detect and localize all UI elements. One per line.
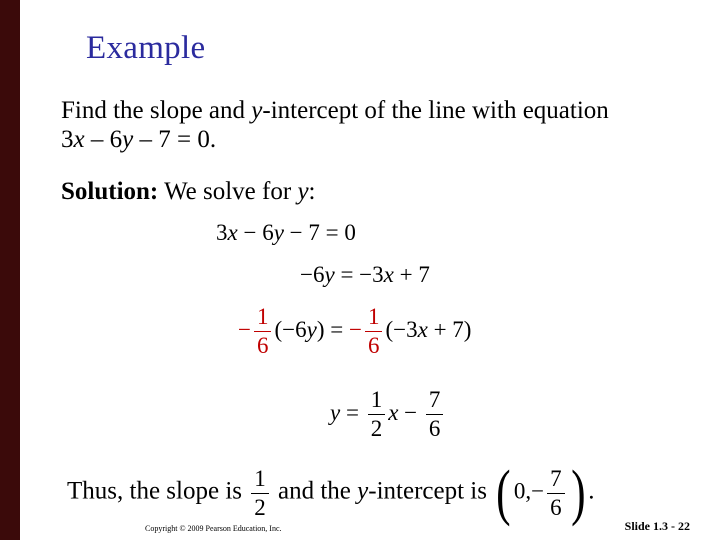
eq-var-y: y: [330, 399, 341, 425]
eq-part: = −3: [334, 262, 384, 287]
solution-intro: [61, 178, 316, 206]
conclusion-var-y: y: [357, 477, 369, 505]
eq-var-x: x: [388, 399, 399, 425]
negative-sign: −: [238, 316, 251, 342]
solution-text: We solve for: [158, 178, 298, 205]
negative-sign: −: [531, 478, 545, 504]
eq-part: − 7 = 0: [283, 220, 356, 245]
sidebar-bar: [0, 0, 20, 540]
eq-part: =: [340, 399, 365, 425]
fraction-one-sixth: [254, 303, 272, 360]
fraction-denominator: 6: [367, 333, 380, 358]
conclusion-text: Thus, the slope is: [67, 477, 249, 505]
point-x: 0,: [513, 478, 532, 504]
solution-colon: :: [308, 178, 316, 205]
eq-part: – 6: [84, 126, 123, 153]
eq-var-y: y: [273, 220, 284, 245]
equation-step-3: [238, 303, 471, 360]
eq-part: 3: [216, 220, 228, 245]
problem-text: Find the slope and: [61, 97, 252, 124]
conclusion-text: -intercept is: [368, 477, 494, 505]
eq-part: ) =: [316, 316, 349, 342]
eq-var-x: x: [73, 126, 85, 153]
solution-label: Solution:: [61, 178, 159, 205]
eq-part: (−6: [274, 316, 307, 342]
eq-var-y: y: [306, 316, 317, 342]
equation-step-4: [330, 386, 446, 443]
slide-number: Slide 1.3 - 22: [624, 519, 690, 533]
fraction-numerator: 7: [426, 386, 444, 415]
eq-var-x: x: [417, 316, 428, 342]
eq-var-y: y: [122, 126, 134, 153]
eq-part: 3: [61, 126, 74, 153]
eq-part: + 7: [393, 262, 430, 287]
fraction-denominator: 2: [370, 416, 383, 441]
eq-var-x: x: [227, 220, 238, 245]
fraction-numerator: 1: [368, 386, 386, 415]
problem-line-2: [61, 125, 701, 154]
eq-part: −: [398, 399, 423, 425]
fraction-seven-sixths: [426, 386, 444, 443]
fraction-denominator: 6: [256, 333, 269, 358]
intercept-fraction: [547, 465, 565, 522]
conclusion-line: [67, 459, 595, 527]
copyright-notice: Copyright © 2009 Pearson Education, Inc.: [145, 524, 282, 533]
problem-statement: [61, 96, 701, 154]
eq-part: (−3: [385, 316, 418, 342]
eq-var-y: y: [324, 262, 335, 287]
solution-var: y: [297, 178, 309, 205]
fraction-numerator: 1: [254, 303, 272, 332]
conclusion-text: and the: [271, 477, 358, 505]
fraction-denominator: 2: [254, 494, 266, 520]
eq-part: – 7 = 0.: [133, 126, 217, 153]
problem-line-1: [61, 96, 701, 125]
close-paren: ): [570, 459, 586, 527]
eq-var-x: x: [383, 262, 394, 287]
problem-var-y: y: [251, 97, 263, 124]
negative-sign: −: [348, 316, 362, 342]
fraction-one-sixth: [365, 303, 383, 360]
fraction-denominator: 6: [550, 494, 562, 520]
equation-step-1: [216, 220, 356, 246]
slide-title: Example: [86, 30, 206, 66]
open-paren: (: [496, 459, 511, 527]
problem-text: -intercept of the line with equation: [262, 97, 609, 124]
period: .: [588, 477, 595, 505]
eq-part: − 6: [237, 220, 274, 245]
equation-step-2: [300, 262, 430, 288]
fraction-numerator: 7: [547, 465, 565, 494]
slope-fraction: [251, 465, 269, 522]
eq-part: + 7): [427, 316, 472, 342]
fraction-numerator: 1: [365, 303, 383, 332]
eq-part: −6: [300, 262, 325, 287]
fraction-one-half: [368, 386, 386, 443]
fraction-denominator: 6: [428, 416, 441, 441]
fraction-numerator: 1: [251, 465, 269, 494]
